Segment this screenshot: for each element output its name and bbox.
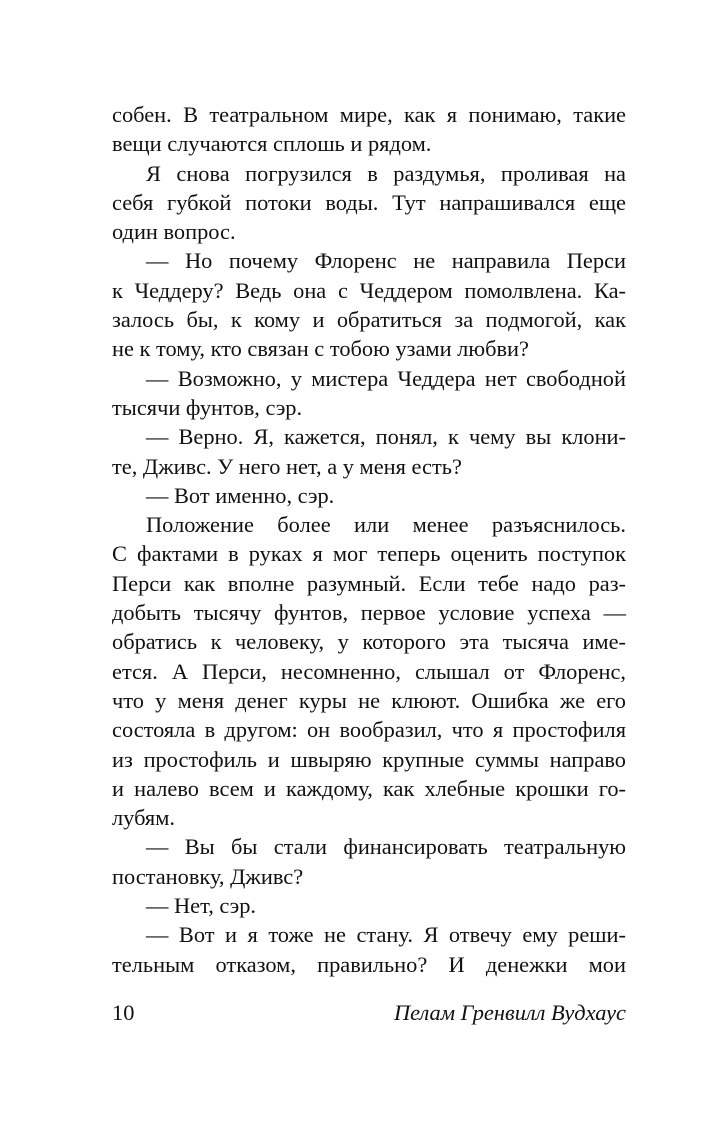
text-line: тысячи фунтов, сэр.	[112, 394, 303, 420]
text-line: С фактами в руках я мог теперь оценить поступок	[112, 541, 626, 567]
text-line: Перси как вполне разумный. Если тебе надо раз-	[112, 570, 626, 596]
body-text	[112, 100, 626, 979]
text-line: к Чеддеру? Ведь она с Чеддером помолвлена. Ка-	[112, 277, 626, 303]
text-line: добыть тысячу фунтов, первое условие успеха —	[112, 600, 626, 626]
text-line: состояла в другом: он вообразил, что я простофиля	[112, 717, 626, 743]
text-line: ется. А Перси, несомненно, слышал от Флоренс,	[112, 658, 626, 684]
text-line: обратись к человеку, у которого эта тысяча име-	[112, 629, 626, 655]
text-line: тельным отказом, правильно? И денежки мои	[112, 951, 626, 977]
text-line: — Верно. Я, кажется, понял, к чему вы клони-	[146, 424, 626, 450]
text-line: из простофиль и швыряю крупные суммы направо	[112, 746, 626, 772]
text-line: собен. В театральном мире, как я понимаю, такие	[112, 102, 626, 127]
text-line: вещи случаются сплошь и рядом.	[112, 131, 432, 157]
text-line: не к тому, кто связан с тобою узами любви?	[112, 336, 529, 362]
text-line: себя губкой потоки воды. Тут напрашивался еще	[112, 189, 626, 215]
text-line: залось бы, к кому и обратиться за подмогой, как	[112, 307, 626, 333]
running-footer-author: Пелам Гренвилл Вудхаус	[393, 1000, 626, 1025]
text-line: — Вот именно, сэр.	[146, 482, 335, 508]
page-footer	[112, 1000, 626, 1032]
text-line: — Вы бы стали финансировать театральную	[146, 834, 626, 860]
page-number: 10	[112, 1000, 135, 1025]
text-line: Положение более или менее разъяснилось.	[146, 512, 626, 538]
text-line: те, Дживс. У него нет, а у меня есть?	[112, 453, 462, 479]
text-line: — Возможно, у мистера Чеддера нет свободной	[146, 365, 626, 391]
text-line: — Вот и я тоже не стану. Я отвечу ему реши-	[146, 922, 626, 948]
text-line: Я снова погрузился в раздумья, проливая на	[146, 160, 626, 186]
text-line: что у меня денег куры не клюют. Ошибка же его	[112, 687, 626, 713]
text-line: и налево всем и каждому, как хлебные крошки го-	[112, 775, 626, 801]
text-line: лубям.	[112, 805, 175, 831]
text-line: — Нет, сэр.	[146, 893, 257, 919]
text-line: постановку, Дживс?	[112, 863, 304, 889]
text-line: — Но почему Флоренс не направила Перси	[146, 248, 626, 274]
text-line: один вопрос.	[112, 219, 236, 245]
